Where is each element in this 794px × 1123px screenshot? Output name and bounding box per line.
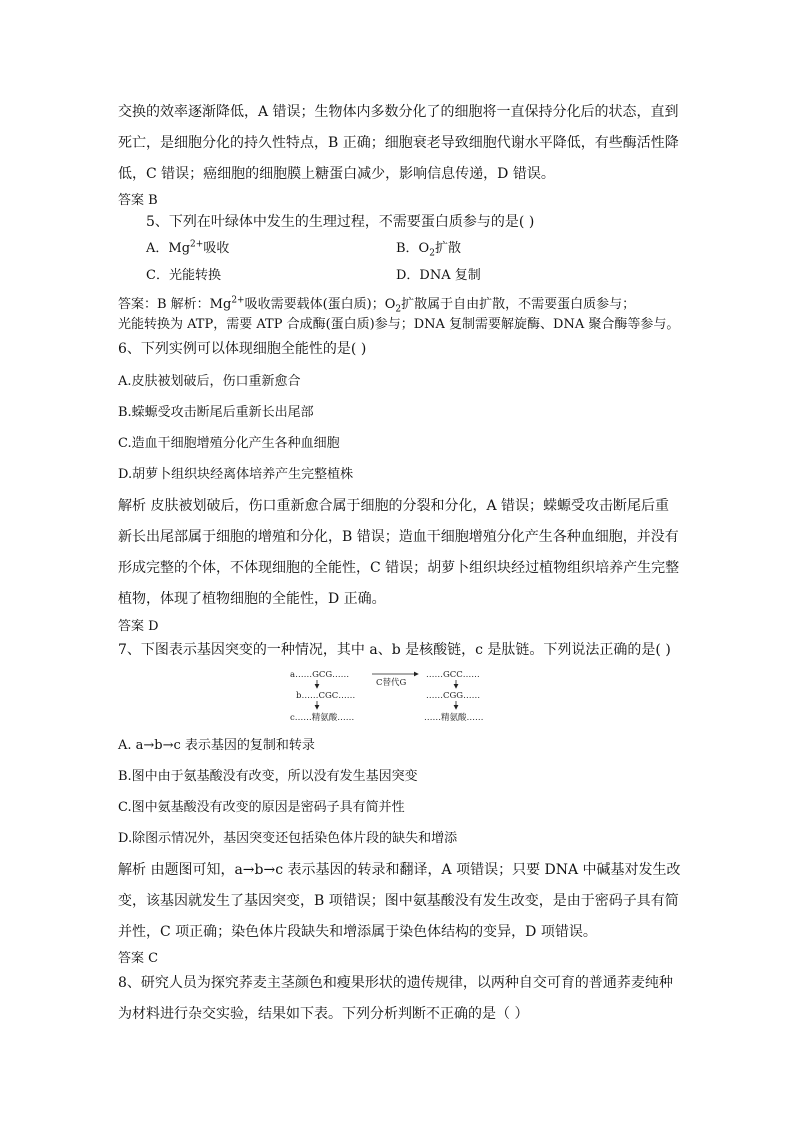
q7-option-c: C.图中氨基酸没有改变的原因是密码子具有简并性	[118, 800, 405, 815]
q7-option-b: B.图中由于氨基酸没有改变，所以没有发生基因突变	[118, 769, 418, 784]
question-5-stem: 5、下列在叶绿体中发生的生理过程，不需要蛋白质参与的是( )	[146, 214, 535, 230]
text-line: 死亡，是细胞分化的持久性特点，B 正确；细胞衰老导致细胞代谢水平降低，有些酶活性降	[118, 135, 679, 151]
q6-option-d: D.胡萝卜组织块经离体培养产生完整植株	[118, 467, 354, 482]
q6-option-a: A.皮肤被划破后，伤口重新愈合	[118, 374, 301, 389]
q6-explanation-line: 新长出尾部属于细胞的增殖和分化，B 错误；造血干细胞增殖分化产生各种血细胞，并没有	[118, 529, 679, 545]
right-strand-a: ……GCC……	[426, 670, 480, 680]
right-strand-b: ……CGG……	[426, 691, 481, 701]
q5-answer-line-2: 光能转换为 ATP，需要 ATP 合成酶(蛋白质)参与；DNA 复制需要解旋酶、DNA 聚合酶等参与。	[118, 317, 680, 332]
q5-option-a: A．$Mg^{2+}$吸收	[146, 239, 230, 256]
q5-option-c: C．光能转换	[146, 268, 221, 283]
left-strand-b: b……CGC……	[296, 691, 356, 701]
q5-option-d: D．DNA 复制	[396, 268, 481, 283]
q7-answer: 答案 C	[118, 951, 159, 966]
q5-answer-line-1: 答案：B 解析：$Mg^{2+}$吸收需要载体(蛋白质)；$O_2$扩散属于自由扩散，不需要蛋白质参与；	[118, 295, 636, 315]
q6-explanation-line: 解析 皮肤被划破后，伤口重新愈合属于细胞的分裂和分化，A 错误；蝾螈受攻击断尾后重	[118, 498, 670, 514]
q7-explanation-line: 变，该基因就发生了基因突变，B 项错误；图中氨基酸没有发生改变，是由于密码子具有简	[118, 893, 679, 909]
q6-option-c: C.造血干细胞增殖分化产生各种血细胞	[118, 436, 340, 451]
q6-answer: 答案 D	[118, 619, 159, 634]
gene-mutation-diagram	[290, 668, 510, 728]
q5-option-b: B．$O_2$扩散	[396, 241, 461, 259]
q6-option-b: B.蝾螈受攻击断尾后重新长出尾部	[118, 405, 314, 420]
question-8-stem-line-1: 8、研究人员为探究荞麦主茎颜色和瘦果形状的遗传规律，以两种自交可育的普通荞麦纯种	[118, 975, 673, 991]
text-line: 交换的效率逐渐降低，A 错误；生物体内多数分化了的细胞将一直保持分化后的状态，直到	[118, 104, 679, 120]
question-7-stem: 7、下图表示基因突变的一种情况，其中 a、b 是核酸链，c 是肽链。下列说法正确的是( )	[118, 642, 671, 658]
q7-option-a: A. a→b→c 表示基因的复制和转录	[118, 738, 315, 753]
left-strand-a: a……GCG……	[290, 670, 350, 680]
answer-line: 答案 B	[118, 193, 158, 208]
question-8-stem-line-2: 为材料进行杂交实验，结果如下表。下列分析判断不正确的是（ ）	[118, 1006, 529, 1022]
substitution-label: C替代G	[376, 678, 407, 688]
left-chain-c: c……精氨酸……	[290, 713, 355, 723]
q6-explanation-line: 形成完整的个体，不体现细胞的全能性，C 错误；胡萝卜组织块经过植物组织培养产生完整	[118, 560, 680, 576]
text-line: 低，C 错误；癌细胞的细胞膜上糖蛋白减少，影响信息传递，D 错误。	[118, 166, 555, 182]
q7-explanation-line: 并性，C 项正确；染色体片段缺失和增添属于染色体结构的变异，D 项错误。	[118, 924, 597, 940]
right-chain-c: ……精氨酸……	[424, 713, 484, 723]
q7-option-d: D.除图示情况外，基因突变还包括染色体片段的缺失和增添	[118, 831, 458, 846]
question-6-stem: 6、下列实例可以体现细胞全能性的是( )	[118, 341, 367, 357]
q6-explanation-line: 植物，体现了植物细胞的全能性，D 正确。	[118, 591, 386, 607]
q7-explanation-line: 解析 由题图可知，a→b→c 表示基因的转录和翻译，A 项错误；只要 DNA 中碱基对发生改	[118, 862, 681, 878]
